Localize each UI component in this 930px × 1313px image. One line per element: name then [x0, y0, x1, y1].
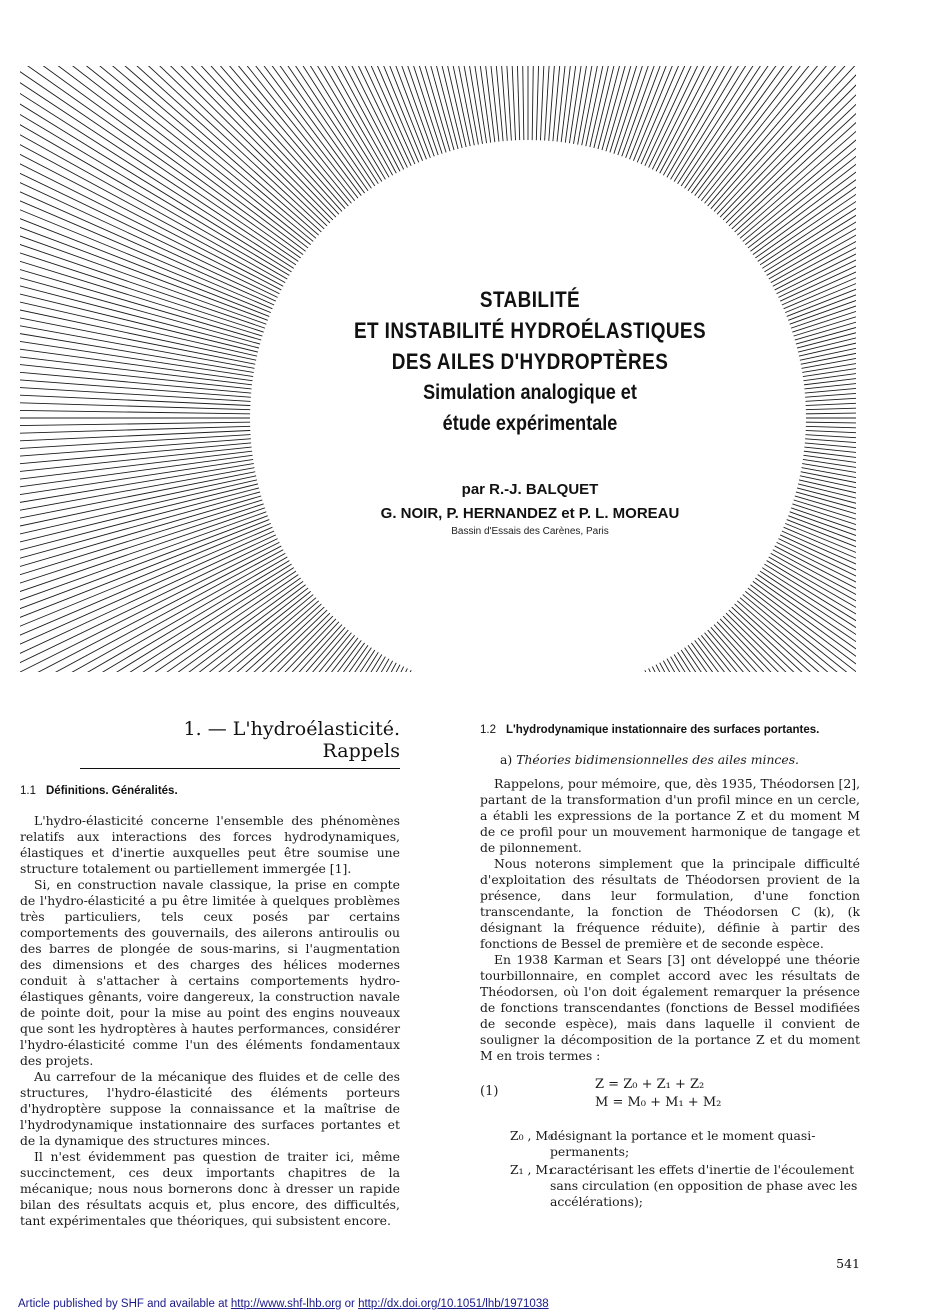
subsection-title: Définitions. Généralités.	[46, 785, 178, 797]
radial-line	[749, 569, 856, 672]
radial-line	[20, 66, 277, 324]
footer-text-or: or	[341, 1298, 359, 1310]
radial-line	[20, 559, 300, 672]
radial-line	[20, 470, 265, 650]
shf-link[interactable]: http://www.shf-lhb.org	[230, 1298, 342, 1310]
radial-line	[20, 66, 309, 264]
equation-number: (1)	[480, 1084, 499, 1099]
radial-line	[20, 66, 318, 251]
radial-line	[795, 293, 856, 390]
radial-line	[456, 66, 512, 150]
article-title	[300, 284, 760, 439]
radial-line	[20, 66, 370, 201]
radial-line	[20, 434, 260, 490]
radial-line	[20, 566, 304, 672]
radial-line	[20, 541, 290, 672]
radial-line	[20, 450, 262, 561]
definition-text: désignant la portance et le moment quasi-permanents;	[550, 1128, 816, 1159]
equation-line-2: M = M₀ + M₁ + M₂	[595, 1095, 722, 1110]
radial-line	[20, 346, 260, 402]
equation-body	[595, 1076, 721, 1112]
radial-line	[692, 630, 856, 672]
radial-line	[20, 66, 352, 216]
authors-line-2: G. NOIR, P. HERNANDEZ et P. L. MOREAU	[380, 505, 680, 522]
radial-line	[665, 66, 856, 188]
radial-line	[704, 620, 856, 672]
radial-line	[20, 585, 318, 672]
paragraph: Au carrefour de la mécanique des fluides et de celle des structures, l'hydro-élasticité des éléments porteurs d'hydroptère suppose la connaissance et la maîtrise de l'hydrodynamique instationnaire des surfaces portantes et de la dynamique des structures minces.	[20, 1069, 400, 1148]
radial-line	[20, 659, 412, 672]
radial-line	[20, 572, 309, 672]
radial-line	[710, 66, 856, 222]
subtitle-line-1: Simulation analogique et	[423, 381, 637, 404]
subsection-number: 1.1	[20, 785, 36, 797]
subsection-number: 1.2	[480, 724, 496, 736]
radial-line	[20, 66, 405, 180]
section-title: 1. — L'hydroélasticité.	[183, 718, 400, 740]
paragraph: Si, en construction navale classique, la prise en compte de l'hydro-élasticité a pu être limitée à quelques problèmes très particuliers, tels ceux posés par certains comportements des gouvernails, des ailerons antiroulis ou des barres de plongée de sous-marins, si l'augmentation des dimensions et des charges des hélices modernes conduit à s'attacher à certains comportements hydro-élastiques gênants, voire dangereux, la construction navale de pointe doit, pour la mise au point des engins nouveaux que sont les hydroptères à hautes performances, considérer l'hydro-élasticité comme l'un des éléments fondamentaux des projets.	[20, 877, 400, 1068]
radial-line	[20, 628, 361, 672]
radial-line	[20, 642, 380, 672]
radial-line	[296, 66, 476, 155]
radial-line	[20, 66, 280, 316]
subsection-a	[500, 752, 860, 768]
radial-line	[622, 669, 856, 672]
radial-line	[510, 66, 524, 150]
radial-line	[795, 442, 856, 526]
radial-line	[795, 446, 856, 543]
radial-line	[676, 642, 856, 672]
radial-line	[532, 66, 546, 150]
definition-text: caractérisant les effets d'inertie de l'écoulement sans circulation (en opposition de phase avec les accélérations);	[550, 1162, 858, 1209]
definition-symbol: Z₀ , M₀	[510, 1128, 554, 1143]
item-label: a)	[500, 752, 513, 767]
section-title-2: Rappels	[322, 740, 400, 762]
radial-line	[651, 66, 856, 180]
radial-line	[795, 310, 856, 394]
radial-line	[771, 531, 856, 672]
equation-line-1: Z = Z₀ + Z₁ + Z₂	[595, 1077, 705, 1092]
radial-line	[20, 652, 397, 672]
doi-link[interactable]: http://dx.doi.org/10.1051/lhb/1971038	[358, 1298, 549, 1310]
radial-line	[20, 466, 264, 632]
subsection-title: L'hydrodynamique instationnaire des surfaces portantes.	[506, 724, 820, 736]
radial-line	[724, 66, 856, 236]
radial-line	[790, 169, 856, 363]
radial-line	[20, 646, 387, 672]
paragraph: En 1938 Karman et Sears [3] ont développé une théorie tourbillonnaire, en complet accord avec les résultats de Théodorsen, où l'on doit également remarquer la présence de fonctions transcendantes (fonctions de Bessel modifiées de seconde espèce), mais dans laquelle il convient de souligner la décomposition de la portance Z et du moment M en trois termes :	[480, 952, 860, 1063]
radial-line	[20, 66, 314, 257]
radial-line	[20, 66, 272, 339]
radial-line	[637, 66, 856, 173]
radial-line	[20, 66, 332, 236]
radial-line	[662, 650, 856, 672]
radial-line	[20, 555, 298, 672]
radial-line	[20, 66, 408, 178]
radial-line	[742, 66, 856, 257]
radial-line	[20, 186, 265, 366]
footer-text: Article published by SHF and available at	[18, 1298, 231, 1310]
title-line-2: ET INSTABILITÉ HYDROÉLASTIQUES	[353, 318, 707, 343]
item-title: Théories bidimensionnelles des ailes minces.	[516, 752, 799, 767]
section-heading	[20, 718, 400, 762]
title-line-1: STABILITÉ	[479, 287, 581, 312]
radial-line	[56, 66, 422, 172]
radial-line	[730, 66, 856, 242]
radial-line	[20, 591, 324, 672]
radial-line	[20, 66, 343, 224]
radial-line	[773, 66, 856, 309]
definition-item	[480, 1162, 860, 1210]
title-line-3: DES AILES D'HYDROPTÈRES	[391, 349, 669, 374]
radial-line	[719, 66, 856, 230]
authors	[300, 478, 760, 526]
radial-line	[724, 600, 856, 672]
paragraph: Nous noterons simplement que la principale difficulté d'exploitation des résultats de Théodorsen provient de la présence, dans leur formulation, d'une fonction transcendante, la fonction de Théodorsen C (k), (k désignant la fréquence réduite), définie à partir des fonctions de Bessel de première et de seconde espèce.	[480, 856, 860, 951]
radial-line	[784, 497, 856, 672]
affiliation: Bassin d'Essais des Carènes, Paris	[451, 526, 609, 537]
radial-line	[580, 66, 760, 155]
radial-line	[20, 422, 260, 436]
paragraph: Rappelons, pour mémoire, que, dès 1935, Théodorsen [2], partant de la transformation d'un profil mince en un cercle, a établi les expressions de la portance Z et du moment M de ce profil pour un mouvement harmonique de tangage et de pilonnement.	[480, 776, 861, 855]
authors-line-1: par R.-J. BALQUET	[461, 481, 599, 498]
radial-line	[123, 670, 437, 672]
page-number: 541	[836, 1256, 860, 1271]
paragraph: Il n'est évidemment pas question de traiter ici, même succinctement, ces deux importants chapitres de la mécanique; nous nous bornerons donc à dresser un rapide bilan des résultats acquis et, plus encore, des difficultés, tant expérimentales que théoriques, qui subsistent encore.	[20, 1149, 400, 1228]
radial-line	[756, 559, 856, 672]
radial-line	[20, 66, 387, 190]
radial-line	[20, 275, 262, 386]
radial-line	[20, 614, 346, 672]
radial-line	[710, 614, 856, 672]
definitions-list	[480, 1128, 860, 1210]
radial-line	[787, 116, 856, 350]
radial-line	[20, 66, 282, 313]
radial-line	[20, 478, 267, 672]
radial-line	[20, 505, 274, 672]
radial-line	[20, 204, 264, 370]
radial-line	[780, 508, 856, 672]
radial-line	[20, 66, 296, 284]
definition-symbol: Z₁ , M₁	[510, 1162, 554, 1177]
subsection-1-2	[480, 724, 860, 736]
equation-1	[480, 1076, 860, 1116]
subsection-1-1	[20, 785, 400, 797]
footer-citation	[18, 1298, 549, 1310]
radial-line	[730, 594, 856, 672]
radial-line	[689, 66, 856, 204]
subtitle-line-2: étude expérimentale	[442, 412, 618, 435]
definition-item	[480, 1128, 860, 1160]
right-column	[480, 718, 860, 1212]
radial-line	[20, 66, 394, 186]
heading-rule	[80, 768, 400, 769]
radial-line	[20, 66, 274, 331]
paragraph: L'hydro-élasticité concerne l'ensemble des phénomènes relatifs aux interactions des forces hydrodynamiques, élastiques et d'inertie auxquelles peut être soumise une structure totalement ou partiellement immergée [1].	[20, 813, 400, 876]
radial-line	[544, 66, 600, 150]
radial-line	[20, 400, 260, 414]
left-column	[20, 718, 400, 1229]
radial-line	[20, 512, 277, 672]
radial-line	[659, 66, 856, 184]
radial-line	[790, 474, 856, 668]
